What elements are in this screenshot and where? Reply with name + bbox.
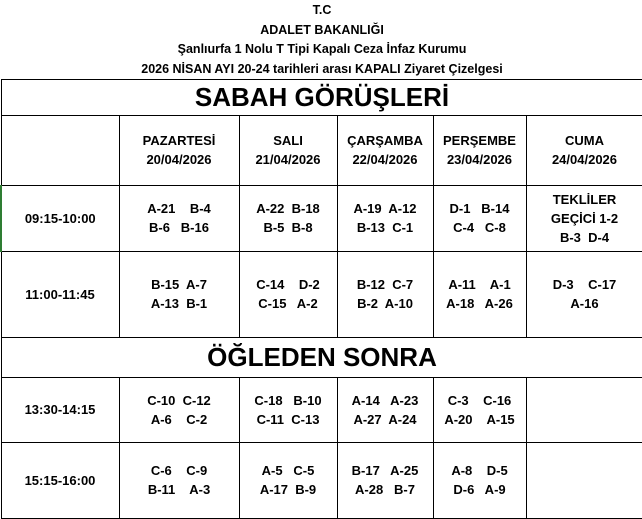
schedule-cell (239, 185, 337, 251)
day-name: SALI (240, 131, 337, 150)
day-header-3 (433, 115, 526, 185)
ward-group-line: TEKLİLER (527, 190, 642, 209)
time-slot: 15:15-16:00 (1, 442, 119, 518)
ward-group-line: A-22 B-18 (240, 199, 337, 218)
day-header-4 (526, 115, 642, 185)
ward-group-line: A-14 A-23 (338, 391, 433, 410)
schedule-cell (239, 377, 337, 442)
schedule-cell (337, 185, 433, 251)
schedule-cell (433, 442, 526, 518)
day-header-2 (337, 115, 433, 185)
header-line-4: 2026 NİSAN AYI 20-24 tarihleri arası KAPALI Ziyaret Çizelgesi (1, 59, 642, 79)
ward-group-line: A-27 A-24 (338, 410, 433, 429)
day-date: 23/04/2026 (434, 150, 526, 169)
day-date: 22/04/2026 (338, 150, 433, 169)
ward-group-line: A-19 A-12 (338, 199, 433, 218)
day-name: PAZARTESİ (120, 131, 239, 150)
ward-group-line: C-18 B-10 (240, 391, 337, 410)
schedule-cell (119, 377, 239, 442)
ward-group-line: B-11 A-3 (120, 480, 239, 499)
ward-group-line: A-8 D-5 (434, 461, 526, 480)
day-date: 24/04/2026 (527, 150, 642, 169)
header-line-1: T.C (1, 0, 642, 20)
ward-group-line: C-15 A-2 (240, 294, 337, 313)
ward-group-line: A-16 (527, 294, 642, 313)
ward-group-line: D-1 B-14 (434, 199, 526, 218)
header-line-3: Şanlıurfa 1 Nolu T Tipi Kapalı Ceza İnfaz Kurumu (1, 39, 642, 59)
ward-group-line: D-6 A-9 (434, 480, 526, 499)
schedule-cell (433, 185, 526, 251)
header-line-2: ADALET BAKANLIĞI (1, 20, 642, 39)
time-slot: 13:30-14:15 (1, 377, 119, 442)
ward-group-line: A-18 A-26 (434, 294, 526, 313)
schedule-cell (526, 185, 642, 251)
ward-group-line: B-3 D-4 (527, 228, 642, 247)
day-name: ÇARŞAMBA (338, 131, 433, 150)
schedule-cell (119, 442, 239, 518)
schedule-cell (526, 377, 642, 442)
ward-group-line: B-15 A-7 (120, 275, 239, 294)
schedule-cell (239, 251, 337, 337)
ward-group-line: B-2 A-10 (338, 294, 433, 313)
schedule-cell (433, 377, 526, 442)
schedule-cell (119, 185, 239, 251)
section-title-morning: SABAH GÖRÜŞLERİ (1, 79, 642, 115)
day-name: CUMA (527, 131, 642, 150)
ward-group-line: A-21 B-4 (120, 199, 239, 218)
ward-group-line: C-3 C-16 (434, 391, 526, 410)
ward-group-line: C-10 C-12 (120, 391, 239, 410)
schedule-cell (119, 251, 239, 337)
time-slot: 09:15-10:00 (1, 185, 119, 251)
schedule-cell (337, 251, 433, 337)
time-slot: 11:00-11:45 (1, 251, 119, 337)
ward-group-line: B-6 B-16 (120, 218, 239, 237)
schedule-cell (526, 251, 642, 337)
day-header-1 (239, 115, 337, 185)
schedule-cell (433, 251, 526, 337)
ward-group-line: A-11 A-1 (434, 275, 526, 294)
ward-group-line: B-5 B-8 (240, 218, 337, 237)
ward-group-line: C-11 C-13 (240, 410, 337, 429)
ward-group-line: A-20 A-15 (434, 410, 526, 429)
ward-group-line: C-14 D-2 (240, 275, 337, 294)
day-header-0 (119, 115, 239, 185)
schedule-cell (337, 377, 433, 442)
ward-group-line: B-13 C-1 (338, 218, 433, 237)
ward-group-line: C-4 C-8 (434, 218, 526, 237)
ward-group-line: GEÇİCİ 1-2 (527, 209, 642, 228)
ward-group-line: A-17 B-9 (240, 480, 337, 499)
ward-group-line: B-17 A-25 (338, 461, 433, 480)
schedule-cell (337, 442, 433, 518)
day-date: 21/04/2026 (240, 150, 337, 169)
ward-group-line: A-13 B-1 (120, 294, 239, 313)
schedule-cell (239, 442, 337, 518)
ward-group-line: A-28 B-7 (338, 480, 433, 499)
day-name: PERŞEMBE (434, 131, 526, 150)
ward-group-line: A-5 C-5 (240, 461, 337, 480)
ward-group-line: B-12 C-7 (338, 275, 433, 294)
ward-group-line: C-6 C-9 (120, 461, 239, 480)
corner-cell (1, 115, 119, 185)
section-title-afternoon: ÖĞLEDEN SONRA (1, 337, 642, 377)
day-date: 20/04/2026 (120, 150, 239, 169)
ward-group-line: D-3 C-17 (527, 275, 642, 294)
ward-group-line: A-6 C-2 (120, 410, 239, 429)
schedule-cell (526, 442, 642, 518)
